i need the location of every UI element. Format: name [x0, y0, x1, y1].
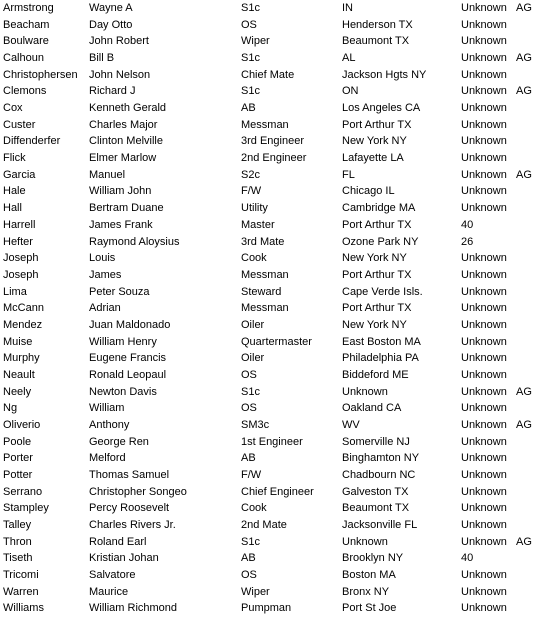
last-name-cell: Tiseth [3, 552, 33, 565]
rank-cell: AB [241, 452, 256, 465]
rank-cell: OS [241, 402, 257, 415]
rank-cell: Quartermaster [241, 335, 312, 348]
table-row [0, 217, 547, 234]
first-name-cell: Thomas Samuel [89, 469, 170, 482]
age-cell: Unknown [461, 168, 507, 181]
rank-cell: Chief Mate [241, 68, 295, 81]
last-name-cell: Beacham [3, 18, 50, 31]
age-cell: Unknown [461, 368, 507, 381]
first-name-cell: Newton Davis [89, 385, 157, 398]
first-name-cell: Charles Major [89, 118, 158, 131]
age-cell: 26 [461, 235, 474, 248]
rank-cell: S1c [241, 535, 260, 548]
last-name-cell: Mendez [3, 318, 43, 331]
last-name-cell: Thron [3, 535, 32, 548]
rank-cell: OS [241, 368, 257, 381]
table-row [0, 434, 547, 451]
first-name-cell: Christopher Songeo [89, 485, 187, 498]
age-cell: Unknown [461, 352, 507, 365]
hometown-cell: Beaumont TX [342, 35, 410, 48]
table-row [0, 100, 547, 117]
rank-cell: SM3c [241, 419, 270, 431]
first-name-cell: Richard J [89, 85, 136, 98]
age-cell: Unknown [461, 152, 507, 165]
table-row [0, 467, 547, 484]
last-name-cell: Flick [3, 152, 26, 165]
last-name-cell: Joseph [3, 268, 39, 281]
rank-cell: Utility [241, 202, 268, 215]
hometown-cell: Chadbourn NC [342, 469, 416, 482]
table-row [0, 400, 547, 417]
first-name-cell: William [89, 402, 125, 415]
first-name-cell: Wayne A [89, 2, 133, 14]
note-cell: AG [516, 535, 532, 548]
hometown-cell: Jackson Hgts NY [342, 68, 427, 81]
age-cell: Unknown [461, 569, 507, 582]
hometown-cell: IN [342, 2, 353, 14]
table-row [0, 133, 547, 150]
first-name-cell: Kenneth Gerald [89, 102, 167, 115]
table-row [0, 33, 547, 50]
hometown-cell: Binghamton NY [342, 452, 420, 465]
age-cell: Unknown [461, 185, 507, 198]
hometown-cell: Biddeford ME [342, 368, 409, 381]
note-cell: AG [516, 385, 532, 398]
last-name-cell: Clemons [3, 85, 47, 98]
last-name-cell: Neely [3, 385, 32, 398]
first-name-cell: Percy Roosevelt [89, 502, 170, 515]
rank-cell: Messman [241, 302, 289, 315]
rank-cell: Wiper [241, 35, 270, 48]
hometown-cell: New York NY [342, 135, 407, 148]
age-cell: Unknown [461, 452, 507, 465]
age-cell: Unknown [461, 535, 507, 548]
last-name-cell: Custer [3, 118, 36, 131]
hometown-cell: Beaumont TX [342, 502, 410, 515]
last-name-cell: Hale [3, 185, 26, 198]
rank-cell: Master [241, 218, 275, 231]
last-name-cell: Diffenderfer [3, 135, 61, 148]
table-row [0, 150, 547, 167]
table-row [0, 50, 547, 67]
last-name-cell: Serrano [3, 485, 43, 498]
rank-cell: AB [241, 102, 256, 115]
table-row [0, 600, 547, 617]
first-name-cell: William Richmond [89, 602, 178, 615]
table-row [0, 300, 547, 317]
first-name-cell: Bill B [89, 52, 115, 65]
note-cell: AG [516, 419, 532, 431]
last-name-cell: Porter [3, 452, 33, 465]
last-name-cell: Harrell [3, 218, 36, 231]
first-name-cell: Charles Rivers Jr. [89, 519, 176, 532]
rank-cell: Cook [241, 252, 267, 265]
last-name-cell: Neault [3, 368, 35, 381]
last-name-cell: Potter [3, 469, 33, 482]
last-name-cell: Williams [3, 602, 44, 615]
first-name-cell: Roland Earl [89, 535, 147, 548]
rank-cell: Cook [241, 502, 267, 515]
age-cell: Unknown [461, 402, 507, 415]
age-cell: 40 [461, 552, 474, 565]
first-name-cell: Melford [89, 452, 126, 465]
first-name-cell: James Frank [89, 218, 153, 231]
last-name-cell: Hefter [3, 235, 33, 248]
table-row [0, 384, 547, 401]
rank-cell: Oiler [241, 318, 265, 331]
last-name-cell: Stampley [3, 502, 49, 515]
first-name-cell: Bertram Duane [89, 202, 164, 215]
age-cell: Unknown [461, 602, 507, 615]
rank-cell: 2nd Mate [241, 519, 287, 532]
note-cell: AG [516, 168, 532, 181]
first-name-cell: Louis [89, 252, 116, 265]
table-row [0, 200, 547, 217]
first-name-cell: John Robert [89, 35, 149, 48]
last-name-cell: Poole [3, 435, 32, 448]
age-cell: Unknown [461, 18, 507, 31]
table-row [0, 367, 547, 384]
table-row [0, 517, 547, 534]
rank-cell: Steward [241, 285, 282, 298]
table-row [0, 317, 547, 334]
age-cell: Unknown [461, 85, 507, 98]
age-cell: Unknown [461, 135, 507, 148]
first-name-cell: Adrian [89, 302, 121, 315]
last-name-cell: Christophersen [3, 68, 78, 81]
age-cell: Unknown [461, 502, 507, 515]
rank-cell: 1st Engineer [241, 435, 303, 448]
first-name-cell: Peter Souza [89, 285, 150, 298]
last-name-cell: Talley [3, 519, 32, 532]
table-row [0, 417, 547, 434]
last-name-cell: Murphy [3, 352, 40, 365]
last-name-cell: Hall [3, 202, 22, 215]
age-cell: Unknown [461, 385, 507, 398]
table-row [0, 350, 547, 367]
age-cell: Unknown [461, 35, 507, 48]
table-row [0, 484, 547, 501]
age-cell: Unknown [461, 252, 507, 265]
hometown-cell: Philadelphia PA [342, 352, 419, 365]
table-row [0, 0, 547, 17]
table-row [0, 183, 547, 200]
note-cell: AG [516, 85, 532, 98]
rank-cell: S2c [241, 168, 260, 181]
age-cell: Unknown [461, 435, 507, 448]
first-name-cell: Anthony [89, 419, 130, 431]
last-name-cell: Ng [3, 402, 18, 415]
last-name-cell: Oliverio [3, 419, 41, 431]
table-row [0, 267, 547, 284]
hometown-cell: Ozone Park NY [342, 235, 419, 248]
hometown-cell: Unknown [342, 385, 388, 398]
age-cell: Unknown [461, 318, 507, 331]
first-name-cell: John Nelson [89, 68, 151, 81]
hometown-cell: Port Arthur TX [342, 118, 412, 131]
rank-cell: Wiper [241, 585, 270, 598]
rank-cell: OS [241, 18, 257, 31]
last-name-cell: Warren [3, 585, 39, 598]
first-name-cell: Clinton Melville [89, 135, 163, 148]
table-row [0, 250, 547, 267]
age-cell: Unknown [461, 302, 507, 315]
hometown-cell: Bronx NY [342, 585, 390, 598]
hometown-cell: Unknown [342, 535, 388, 548]
hometown-cell: Chicago IL [342, 185, 395, 198]
age-cell: Unknown [461, 485, 507, 498]
first-name-cell: Eugene Francis [89, 352, 167, 365]
age-cell: Unknown [461, 118, 507, 131]
hometown-cell: Lafayette LA [342, 152, 404, 165]
age-cell: Unknown [461, 335, 507, 348]
table-row [0, 534, 547, 551]
table-row [0, 334, 547, 351]
table-row [0, 67, 547, 84]
hometown-cell: Somerville NJ [342, 435, 410, 448]
hometown-cell: Port Arthur TX [342, 268, 412, 281]
last-name-cell: Armstrong [3, 2, 54, 14]
last-name-cell: McCann [3, 302, 44, 315]
first-name-cell: Day Otto [89, 18, 133, 31]
hometown-cell: Brooklyn NY [342, 552, 404, 565]
table-row [0, 567, 547, 584]
age-cell: Unknown [461, 2, 507, 14]
rank-cell: Oiler [241, 352, 265, 365]
first-name-cell: George Ren [89, 435, 149, 448]
first-name-cell: William John [89, 185, 152, 198]
table-row [0, 550, 547, 567]
table-row [0, 83, 547, 100]
last-name-cell: Muise [3, 335, 33, 348]
table-row [0, 117, 547, 134]
age-cell: Unknown [461, 52, 507, 65]
hometown-cell: New York NY [342, 318, 407, 331]
rank-cell: S1c [241, 52, 260, 65]
hometown-cell: East Boston MA [342, 335, 421, 348]
rank-cell: Messman [241, 118, 289, 131]
age-cell: Unknown [461, 585, 507, 598]
rank-cell: Chief Engineer [241, 485, 314, 498]
first-name-cell: Manuel [89, 168, 126, 181]
rank-cell: F/W [241, 469, 262, 482]
first-name-cell: Juan Maldonado [89, 318, 171, 331]
table-row [0, 584, 547, 601]
hometown-cell: ON [342, 85, 359, 98]
hometown-cell: Port Arthur TX [342, 218, 412, 231]
last-name-cell: Lima [3, 285, 27, 298]
table-row [0, 284, 547, 301]
table-row [0, 500, 547, 517]
age-cell: Unknown [461, 202, 507, 215]
hometown-cell: Galveston TX [342, 485, 409, 498]
age-cell: 40 [461, 218, 474, 231]
first-name-cell: James [89, 268, 122, 281]
hometown-cell: Cambridge MA [342, 202, 416, 215]
age-cell: Unknown [461, 268, 507, 281]
rank-cell: Messman [241, 268, 289, 281]
hometown-cell: Henderson TX [342, 18, 413, 31]
rank-cell: F/W [241, 185, 262, 198]
table-row [0, 167, 547, 184]
rank-cell: 3rd Mate [241, 235, 285, 248]
hometown-cell: Port St Joe [342, 602, 397, 615]
first-name-cell: Raymond Aloysius [89, 235, 180, 248]
table-row [0, 17, 547, 34]
table-row [0, 234, 547, 251]
age-cell: Unknown [461, 102, 507, 115]
note-cell: AG [516, 52, 532, 65]
first-name-cell: Salvatore [89, 569, 136, 582]
table-row [0, 450, 547, 467]
hometown-cell: Boston MA [342, 569, 396, 582]
hometown-cell: AL [342, 52, 356, 65]
hometown-cell: New York NY [342, 252, 407, 265]
last-name-cell: Cox [3, 102, 23, 115]
age-cell: Unknown [461, 68, 507, 81]
last-name-cell: Calhoun [3, 52, 44, 65]
hometown-cell: WV [342, 419, 360, 431]
hometown-cell: Oakland CA [342, 402, 402, 415]
hometown-cell: Cape Verde Isls. [342, 285, 423, 298]
last-name-cell: Joseph [3, 252, 39, 265]
first-name-cell: William Henry [89, 335, 157, 348]
last-name-cell: Garcia [3, 168, 36, 181]
age-cell: Unknown [461, 469, 507, 482]
note-cell: AG [516, 2, 532, 14]
rank-cell: OS [241, 569, 257, 582]
first-name-cell: Elmer Marlow [89, 152, 157, 165]
rank-cell: Pumpman [241, 602, 292, 615]
rank-cell: AB [241, 552, 256, 565]
rank-cell: 2nd Engineer [241, 152, 307, 165]
hometown-cell: Port Arthur TX [342, 302, 412, 315]
age-cell: Unknown [461, 519, 507, 532]
first-name-cell: Ronald Leopaul [89, 368, 167, 381]
rank-cell: S1c [241, 2, 260, 14]
hometown-cell: Los Angeles CA [342, 102, 421, 115]
hometown-cell: FL [342, 168, 355, 181]
first-name-cell: Kristian Johan [89, 552, 159, 565]
last-name-cell: Boulware [3, 35, 49, 48]
first-name-cell: Maurice [89, 585, 129, 598]
age-cell: Unknown [461, 419, 507, 431]
rank-cell: 3rd Engineer [241, 135, 304, 148]
age-cell: Unknown [461, 285, 507, 298]
rank-cell: S1c [241, 385, 260, 398]
last-name-cell: Tricomi [3, 569, 39, 582]
rank-cell: S1c [241, 85, 260, 98]
hometown-cell: Jacksonville FL [342, 519, 418, 532]
